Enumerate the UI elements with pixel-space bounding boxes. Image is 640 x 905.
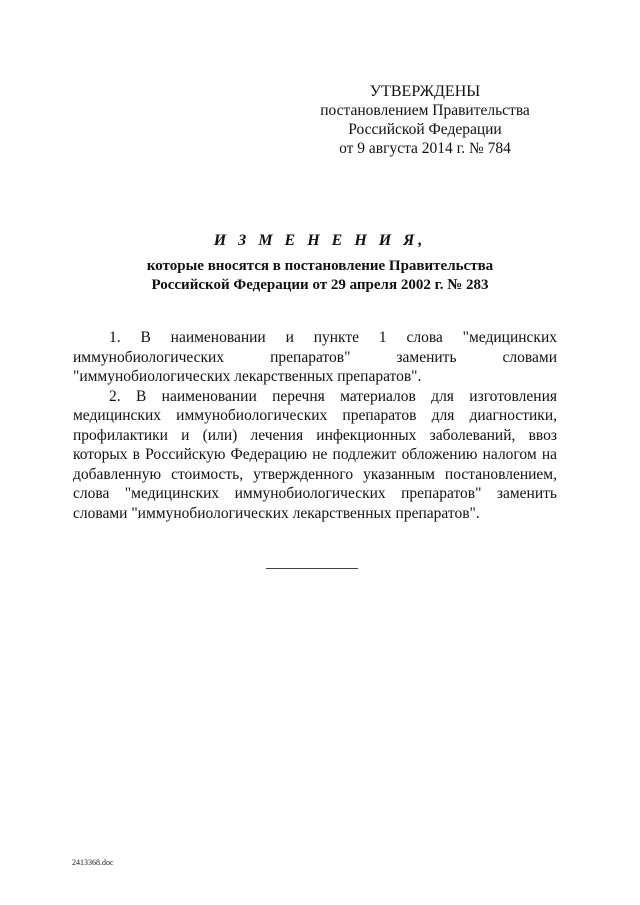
document-body: [73, 328, 557, 523]
subtitle-line-2: Российской Федерации от 29 апреля 2002 г. № 283: [151, 277, 489, 293]
paragraph-item-1: 1. В наименовании и пункте 1 слова "медицинских иммунобиологических препаратов" заменить словами "иммунобиологических лекарственных препаратов".: [73, 329, 557, 385]
end-separator-line: [266, 568, 358, 569]
approval-line-resolution: постановлением Правительства: [320, 102, 530, 119]
approval-block: [300, 82, 550, 158]
approval-line-date-number: от 9 августа 2014 г. № 784: [339, 140, 511, 157]
approval-line-federation: Российской Федерации: [348, 121, 502, 138]
footer-filename: 2413368.doc: [72, 858, 114, 867]
approval-heading: УТВЕРЖДЕНЫ: [369, 83, 481, 100]
subtitle-line-1: которые вносятся в постановление Правительства: [146, 258, 494, 274]
document-title: И З М Е Н Е Н И Я,: [213, 232, 427, 249]
paragraph-item-2: 2. В наименовании перечня материалов для изготовления медицинских иммунобиологических препаратов для диагностики, профилактики и (или) лечения инфекционных заболеваний, ввоз которых в Российскую Федерацию не подлежит обложению налогом на добавленную стоимость, утвержденного указанным постановлением, слова "медицинских иммунобиологических препаратов" заменить словами "иммунобиологических лекарственных препаратов".: [73, 387, 557, 522]
document-subtitle: [100, 257, 540, 295]
